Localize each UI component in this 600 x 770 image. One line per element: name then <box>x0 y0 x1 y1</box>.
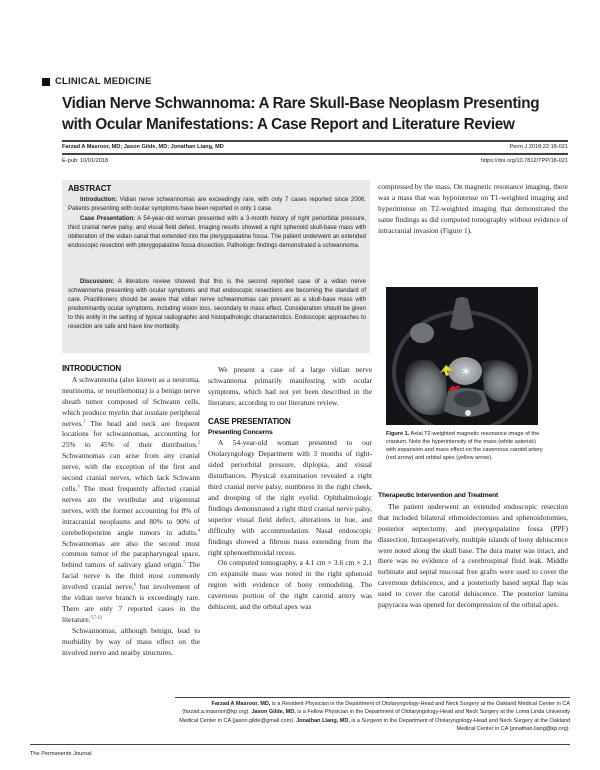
abstract-heading: ABSTRACT <box>68 184 112 193</box>
abstract-box <box>62 180 370 353</box>
affiliation-text: is a Fellow Physician in the Department of Otolaryngology-Head and Neck Surgery at the Loma Linda University Medical Center in CA (jason.gilde@gmail.com). <box>179 709 570 724</box>
doi-link[interactable]: https://doi.org/10.7812/TPP/18-021 <box>480 158 568 164</box>
presenting-concerns-heading: Presenting Concerns <box>208 428 273 436</box>
presenting-concerns-paragraph: A 54-year-old woman presented to our Otolaryngology Department with 3 months of right-sided periorbital pressure, diplopia, and visual disturbances. Physical examination revealed a right third cranial nerve palsy, numbness in the right cheek, and drooping of the right eyelid. Ophthalmologic findings demonstrated a right third cranial nerve palsy, superior visual field defect, alterations in hue, and difficulty with accommodation. Nasal endoscopic findings showed a fibrous mass extending from the right sphenoethmoidal recess. <box>208 438 372 557</box>
abstract-label: Introduction: <box>80 197 117 203</box>
journal-name: The Permanente Journal <box>30 751 92 757</box>
mri-scan-image <box>386 287 538 425</box>
divider <box>62 140 568 142</box>
introduction-heading: INTRODUCTION <box>62 364 121 373</box>
citation: Perm J 2018;22:18-021 <box>509 144 568 150</box>
figure-caption <box>386 430 546 462</box>
abstract-text: A 54-year-old woman presented with a 3-month history of right periorbital pressure, third cranial nerve palsy, and visual field defect. Imaging results showed a right sphenoid skull-base mass with obliteration of the vidian canal that extended into the pterygopalatine fossa. The patient underwent an extended endoscopic resection with pterygopalatine fossa dissection. Pathologic findings demonstrated a schwannoma. <box>68 215 366 249</box>
introduction-column <box>62 364 200 658</box>
abstract-text: Vidian nerve schwannomas are exceedingly rare, with only 7 cases reported since 2006. Patients presenting with ocular symptoms have been reported in only 1 case. <box>68 197 366 213</box>
abstract-introduction <box>68 196 366 214</box>
treatment-heading: Therapeutic Intervention and Treatment <box>378 492 499 499</box>
abstract-discussion <box>68 278 366 333</box>
mri-figure <box>386 287 538 425</box>
affiliation-text: is a Surgeon in the Department of Otolaryngology-Head and Neck Surgery at the Oakland Medical Center in CA (jonathan.liang@kp.org). <box>349 717 570 732</box>
author-affiliations <box>175 700 570 733</box>
byline-row <box>62 144 568 150</box>
epub-date: E-pub: 10/01/2018 <box>62 158 109 164</box>
figure-caption-text: Axial T2-weighted magnetic resonance image of the cranium. Note the hyperintensity of the mass (white asterisk) with expansion and mass effect on the cavernous carotid artery (red arrow) and orbital apex (yellow arrow). <box>386 431 543 461</box>
affiliation-author: Jason Gilde, MD, <box>251 709 296 716</box>
middle-column <box>208 365 372 613</box>
right-column-top <box>378 182 568 237</box>
divider <box>62 153 568 155</box>
abstract-label: Case Presentation: <box>80 215 136 222</box>
affiliation-author: Farzad A Masroor, MD, <box>211 701 271 707</box>
introduction-paragraph: Schwannomas, although benign, lead to morbidity by way of mass effect on the involved nerve and nearby structures. <box>62 625 200 657</box>
ct-findings-paragraph: On computed tomography, a 4.1 cm × 3.6 cm × 2.1 cm expansile mass was noted in the right sphenoid region with evidence of bony remodeling. The cavernous portion of the right carotid artery was dehiscent, and the orbital apex was <box>208 558 372 612</box>
article-title: Vidian Nerve Schwannoma: A Rare Skull-Base Neoplasm Presenting with Ocular Manifestations: A Case Report and Literature Review <box>62 95 540 133</box>
treatment-paragraph: The patient underwent an extended endoscopic resection that included bilateral ethmoidectomies and sphenoidotomies, posterior septectomy, and pterygopalatine fossa (PPF) dissection. Intraoperatively, multiple islands of bony dehiscence were noted along the skull base. The dura mater was intact, and there was no evidence of a cerebrospinal fluid leak. Middle turbinate and septal mucosal free grafts were used to cover the cavernous dehiscence, and a posteriorly based septal flap was used to cover the carotid dehiscence. The posterior lamina papyracea was opened for decompression of the orbital apex. <box>378 501 568 610</box>
right-column-bottom <box>378 491 568 611</box>
case-presentation-heading: CASE PRESENTATION <box>208 416 291 426</box>
introduction-paragraph: A schwannoma (also known as a neuroma, neurinoma, or neurilemoma) is a benign nerve sheath tumor composed of Schwann cells, which produce myelin that insulate peripheral nerves.$^1$ The head and neck are frequent locations for schwannomas, accounting for 25% to 45% of their distribution.$^2$ Schwannomas can arise from any cranial nerve, with the exception of the first and second cranial nerves, which lack Schwann cells.$^3$ The most frequently affected cranial nerves are the vestibular and trigeminal nerves, with the former accounting for 8% of intracranial neoplasms and 80% to 90% of cerebellopontine angle tumors in adults.$^4$ Schwannomas are also the second most common tumor of the parapharyngeal space, behind tumors of salivary gland origin.$^5$ The facial nerve is the third most commonly involved cranial nerve,$^6$ but involvement of the vidian nerve branch is exceedingly rare. There are only 7 reported cases in the literature.$^{5,7-12}$ <box>62 374 200 624</box>
authors: Farzad A Masroor, MD; Jason Gilde, MD; Jonathan Liang, MD <box>62 144 224 150</box>
svg-text:*: * <box>462 364 470 383</box>
affiliation-text: is a Resident Physician in the Department of Otolaryngology-Head and Neck Surgery at the Oakland Medical Center in CA (farzad.a.masroor@kp.org). <box>182 701 570 716</box>
section-label <box>42 76 152 87</box>
intro-continuation: We present a case of a large vidian nerve schwannoma primarily manifesting with ocular symptoms, which had not yet been described in the literature, according to our literature review. <box>208 365 372 407</box>
figure-label: Figure 1. <box>386 431 410 437</box>
abstract-text: A literature review showed that this is the second reported case of a vidian nerve schwannoma presenting with ocular symptoms and that endoscopic resections are becoming the standard of care. Practitioners should be aware that vidian nerve schwannomas can present as a skull-base mass with predominantly ocular symptoms, including vision loss, secondary to mass effect. Consideration should be given to this entity in the setting of typical radiographic and histopathologic characteristics. Endoscopic approaches to resection are safe and have low morbidity. <box>68 279 366 331</box>
abstract-case-presentation <box>68 215 366 251</box>
section-label-text: CLINICAL MEDICINE <box>55 76 152 87</box>
affiliation-author: Jonathan Liang, MD, <box>296 717 350 724</box>
section-square-icon <box>42 78 50 86</box>
epub-row <box>62 158 568 164</box>
abstract-label: Discussion: <box>80 279 115 285</box>
divider <box>175 697 570 698</box>
divider <box>30 744 570 745</box>
mri-findings-paragraph: compressed by the mass. On magnetic resonance imaging, there was a mass that was hypointense on T1-weighted imaging and hyperintense on T2-weighted imaging that demonstrated the same findings as did computed tomography without evidence of intracranial invasion (Figure 1). <box>378 182 568 235</box>
